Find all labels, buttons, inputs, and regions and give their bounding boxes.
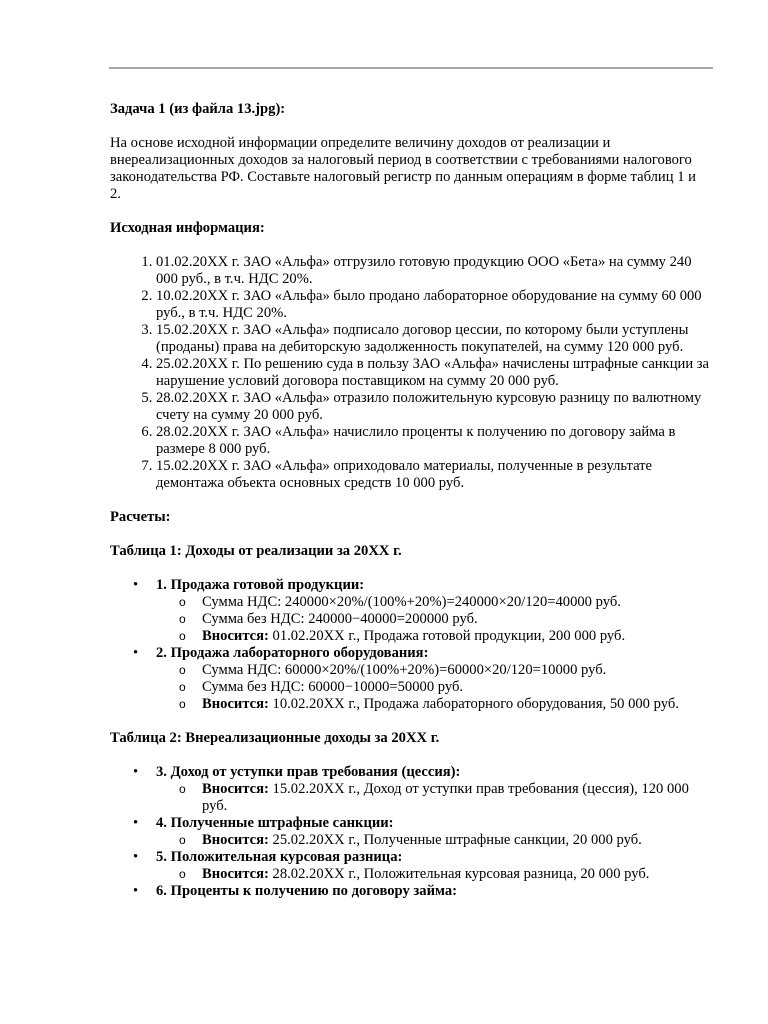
bullet-marker: • [133, 645, 139, 661]
table1-list [110, 577, 710, 713]
source-heading: Исходная информация: [110, 220, 265, 236]
circle-marker: o [179, 697, 186, 711]
item-title: 3. Доход от уступки прав требования (цессия): [156, 764, 461, 780]
source-item: 1. 01.02.20XX г. ЗАО «Альфа» отгрузило готовую продукцию ООО «Бета» на сумму 240 000 руб., в т.ч. НДС 20%. [156, 254, 710, 288]
sub-list [156, 594, 710, 645]
sub-item [156, 611, 710, 628]
circle-marker: o [179, 680, 186, 694]
sub-item-text: 15.02.20XX г., Доход от уступки прав требования (цессия), 120 000 руб. [202, 781, 689, 814]
sub-item-label: Вносится: [202, 781, 269, 797]
source-item: 4. 25.02.20XX г. По решению суда в пользу ЗАО «Альфа» начислены штрафные санкции за нарушение условий договора поставщиком на сумму 20 000 руб. [156, 356, 710, 390]
table1-heading: Таблица 1: Доходы от реализации за 20XX г. [110, 543, 402, 559]
list-item [110, 577, 710, 645]
circle-marker: o [179, 663, 186, 677]
bullet-marker: • [133, 849, 139, 865]
document-body [110, 101, 710, 917]
sub-item [156, 662, 710, 679]
sub-item-label: Вносится: [202, 696, 269, 712]
item-title: 4. Полученные штрафные санкции: [156, 815, 394, 831]
item-title: 1. Продажа готовой продукции: [156, 577, 365, 593]
source-item: 3. 15.02.20XX г. ЗАО «Альфа» подписало договор цессии, по которому были уступлены (проданы) права на дебиторскую задолженность покупателей, на сумму 120 000 руб. [156, 322, 710, 356]
sub-item [156, 628, 710, 645]
source-item: 6. 28.02.20XX г. ЗАО «Альфа» начислило проценты к получению по договору займа в размере 8 000 руб. [156, 424, 710, 458]
sub-item [156, 781, 710, 815]
sub-item-text: 10.02.20XX г., Продажа лабораторного оборудования, 50 000 руб. [268, 696, 679, 712]
sub-list [156, 662, 710, 713]
item-title: 5. Положительная курсовая разница: [156, 849, 403, 865]
bullet-marker: • [133, 764, 139, 780]
circle-marker: o [179, 629, 186, 643]
sub-item-label: Вносится: [202, 628, 269, 644]
item-title: 2. Продажа лабораторного оборудования: [156, 645, 429, 661]
circle-marker: o [179, 833, 186, 847]
table2-list [110, 764, 710, 900]
sub-list [156, 832, 710, 849]
sub-item-label: Вносится: [202, 832, 269, 848]
list-item [110, 764, 710, 815]
sub-item [156, 696, 710, 713]
bullet-marker: • [133, 577, 139, 593]
circle-marker: o [179, 867, 186, 881]
source-item: 5. 28.02.20XX г. ЗАО «Альфа» отразило положительную курсовую разницу по валютному счету на сумму 20 000 руб. [156, 390, 710, 424]
task-title: Задача 1 (из файла 13.jpg): [110, 101, 286, 117]
sub-item-label: Вносится: [202, 866, 269, 882]
list-item [110, 849, 710, 883]
sub-item-text: 25.02.20XX г., Полученные штрафные санкции, 20 000 руб. [268, 832, 642, 848]
calculations-heading: Расчеты: [110, 509, 171, 525]
sub-item-text: Сумма без НДС: 240000−40000=200000 руб. [202, 611, 478, 627]
sub-item [156, 679, 710, 696]
sub-item-text: 01.02.20XX г., Продажа готовой продукции, 200 000 руб. [268, 628, 626, 644]
source-item: 7. 15.02.20XX г. ЗАО «Альфа» оприходовало материалы, полученные в результате демонтажа объекта основных средств 10 000 руб. [156, 458, 710, 492]
top-divider [109, 67, 713, 69]
sub-item-text: Сумма без НДС: 60000−10000=50000 руб. [202, 679, 464, 695]
circle-marker: o [179, 612, 186, 626]
sub-item [156, 832, 710, 849]
sub-list [156, 866, 710, 883]
table2-heading: Таблица 2: Внереализационные доходы за 20XX г. [110, 730, 440, 746]
bullet-marker: • [133, 815, 139, 831]
circle-marker: o [179, 595, 186, 609]
sub-item [156, 594, 710, 611]
list-item [110, 645, 710, 713]
task-description: На основе исходной информации определите величину доходов от реализации и внереализационных доходов за налоговый период в соответствии с требованиями налогового законодательства РФ. Составьте налоговый регистр по данным операциям в форме таблиц 1 и 2. [110, 135, 696, 202]
item-title: 6. Проценты к получению по договору займа: [156, 883, 457, 899]
list-item [110, 815, 710, 849]
list-item [110, 883, 710, 900]
source-list [110, 254, 710, 492]
sub-item-text: 28.02.20XX г., Положительная курсовая разница, 20 000 руб. [268, 866, 650, 882]
sub-item-text: Сумма НДС: 60000×20%/(100%+20%)=60000×20/120=10000 руб. [202, 662, 607, 678]
sub-item-text: Сумма НДС: 240000×20%/(100%+20%)=240000×20/120=40000 руб. [202, 594, 621, 610]
bullet-marker: • [133, 883, 139, 899]
sub-list [156, 781, 710, 815]
circle-marker: o [179, 782, 186, 796]
sub-item [156, 866, 710, 883]
source-item: 2. 10.02.20XX г. ЗАО «Альфа» было продано лабораторное оборудование на сумму 60 000 руб., в т.ч. НДС 20%. [156, 288, 710, 322]
